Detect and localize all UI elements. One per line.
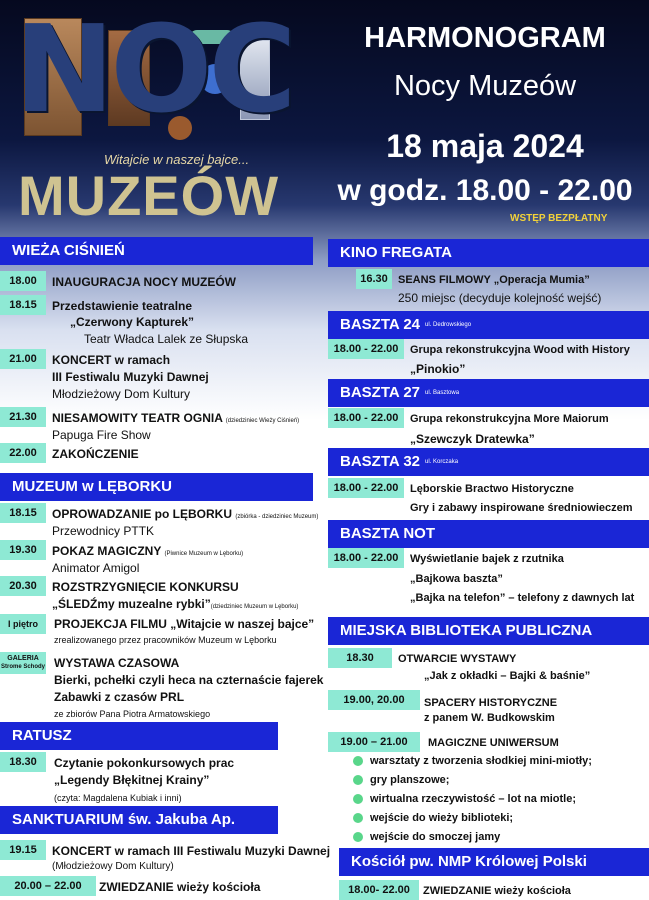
section-header-kosciol: Kościół pw. NMP Królowej Polski xyxy=(339,848,649,876)
event-title: Czytanie pokonkursowych prac xyxy=(54,756,235,770)
time-tag: 18.00 - 22.00 xyxy=(328,548,404,568)
event-title: ROZSTRZYGNIĘCIE KONKURSU xyxy=(52,580,239,594)
event-title: Grupa rekonstrukcyjna More Maiorum xyxy=(410,413,609,425)
event-title: KONCERT w ramach xyxy=(52,353,171,367)
time-tag: 18.30 xyxy=(0,752,46,772)
bullet-dot xyxy=(353,813,363,823)
list-item: wejście do wieży biblioteki; xyxy=(370,812,514,824)
event-title: ZWIEDZANIE wieży kościoła xyxy=(99,880,261,894)
time-tag: 21.30 xyxy=(0,407,46,427)
section-header-muzeum: MUZEUM w LĘBORKU xyxy=(0,473,313,501)
event-title: Lęborskie Bractwo Historyczne xyxy=(410,483,574,495)
event-detail: zrealizowanego przez pracowników Muzeum w Lęborku xyxy=(54,635,277,645)
event-detail: Gry i zabawy inspirowane średniowieczem xyxy=(410,502,633,514)
section-header-biblioteka: MIEJSKA BIBLIOTEKA PUBLICZNA xyxy=(328,617,649,645)
section-header-baszta-32: BASZTA 32 ul. Korczaka xyxy=(328,448,649,476)
event-title: MAGICZNE UNIWERSUM xyxy=(428,737,559,749)
time-tag: 18.00- 22.00 xyxy=(339,880,419,900)
time-tag: 19.30 xyxy=(0,540,46,560)
section-header-baszta-not: BASZTA NOT xyxy=(328,520,649,548)
event-detail: Bierki, pchełki czyli heca na czternaście fajerek xyxy=(54,673,324,687)
event-title: INAUGURACJA NOCY MUZEÓW xyxy=(52,275,237,289)
event-performer: Młodzieżowy Dom Kultury xyxy=(52,387,191,401)
time-tag: 16.30 xyxy=(356,269,392,289)
event-note: (czyta: Magdalena Kubiak i inni) xyxy=(54,793,182,803)
logo-tagline: Witajcie w naszej bajce... xyxy=(104,152,250,167)
noc-muzeow-logo xyxy=(0,0,325,232)
event-title: NIESAMOWITY TEATR OGNIA (dziedziniec Wieży Ciśnień) xyxy=(52,411,300,425)
event-detail: 250 miejsc (decyduje kolejność wejść) xyxy=(398,291,602,305)
event-title: Wyświetlanie bajek z rzutnika xyxy=(410,553,564,565)
schedule-title: HARMONOGRAM xyxy=(364,22,606,54)
event-title: ZAKOŃCZENIE xyxy=(52,447,139,461)
section-header-baszta-24: BASZTA 24 ul. Dedrowskiego xyxy=(328,311,649,339)
event-detail: „Bajkowa baszta” xyxy=(410,573,503,585)
time-tag: 18.00 - 22.00 xyxy=(328,408,404,428)
logo-noc-text: NOC xyxy=(14,1,293,140)
bullet-dot xyxy=(353,775,363,785)
section-header-sanktuarium: SANKTUARIUM św. Jakuba Ap. xyxy=(0,806,278,834)
bullet-dot xyxy=(353,832,363,842)
time-tag: 18.00 - 22.00 xyxy=(328,478,404,498)
location-tag: GALERIA Strome Schody xyxy=(0,652,46,674)
event-title: KONCERT w ramach III Festiwalu Muzyki Dawnej xyxy=(52,844,331,858)
time-tag: 19.15 xyxy=(0,840,46,860)
event-title: OTWARCIE WYSTAWY xyxy=(398,653,517,665)
location-tag: I piętro xyxy=(0,614,46,634)
event-detail: „Pinokio” xyxy=(410,362,466,376)
event-title: OPROWADZANIE po LĘBORKU (zbiórka - dziedziniec Muzeum) xyxy=(52,507,319,521)
section-header-ratusz: RATUSZ xyxy=(0,722,278,750)
free-entry-label: WSTĘP BEZPŁATNY xyxy=(510,213,608,224)
event-hours: w godz. 18.00 - 22.00 xyxy=(337,174,633,207)
event-title: POKAZ MAGICZNY (Piwnice Muzeum w Lęborku) xyxy=(52,544,244,558)
time-tag: 22.00 xyxy=(0,443,46,463)
section-header-baszta-27: BASZTA 27 ul. Basztowa xyxy=(328,379,649,407)
event-note: ze zbiorów Pana Piotra Armatowskiego xyxy=(54,709,211,719)
event-detail: „Szewczyk Dratewka” xyxy=(410,432,535,446)
schedule-subtitle: Nocy Muzeów xyxy=(393,70,577,102)
time-tag: 18.00 xyxy=(0,271,46,291)
event-performer: Teatr Władca Lalek ze Słupska xyxy=(84,332,249,346)
event-performer: Papuga Fire Show xyxy=(52,428,151,442)
time-tag: 21.00 xyxy=(0,349,46,369)
event-title: SEANS FILMOWY „Operacja Mumia” xyxy=(398,274,590,286)
event-detail: III Festiwalu Muzyki Dawnej xyxy=(52,370,209,384)
section-header-kino: KINO FREGATA xyxy=(328,239,649,267)
list-item: wejście do smoczej jamy xyxy=(370,831,501,843)
event-title: Przedstawienie teatralne xyxy=(52,299,193,313)
event-title: WYSTAWA CZASOWA xyxy=(54,656,180,670)
event-performer: Przewodnicy PTTK xyxy=(52,524,155,538)
event-detail: „Legendy Błękitnej Krainy” xyxy=(54,773,210,787)
time-tag: 18.15 xyxy=(0,295,46,315)
time-tag: 19.00 – 21.00 xyxy=(328,732,420,752)
event-detail: „Bajka na telefon” – telefony z dawnych lat xyxy=(410,592,635,604)
bullet-dot xyxy=(353,794,363,804)
event-title: PROJEKCJA FILMU „Witajcie w naszej bajce” xyxy=(54,617,315,631)
event-detail: „Jak z okładki – Bajki & baśnie” xyxy=(424,670,591,682)
event-detail: „ŚLEDŹmy muzealne rybki”(dziedziniec Muzeum w Lęborku) xyxy=(52,597,299,611)
list-item: warsztaty z tworzenia słodkiej mini-miotły; xyxy=(370,755,592,767)
time-tag: 19.00, 20.00 xyxy=(328,690,420,710)
event-title: SPACERY HISTORYCZNE xyxy=(424,697,558,709)
bullet-dot xyxy=(353,756,363,766)
list-item: gry planszowe; xyxy=(370,774,450,786)
list-item: wirtualna rzeczywistość – lot na miotle; xyxy=(370,793,576,805)
event-date: 18 maja 2024 xyxy=(386,128,584,164)
event-performer: Animator Amigol xyxy=(52,561,140,575)
event-detail: z panem W. Budkowskim xyxy=(424,712,555,724)
logo-muzeow-text: MUZEÓW xyxy=(18,164,280,227)
event-detail: „Czerwony Kapturek” xyxy=(70,315,195,329)
time-tag: 20.00 – 22.00 xyxy=(0,876,96,896)
event-title: Grupa rekonstrukcyjna Wood with History xyxy=(410,344,630,356)
event-detail: Zabawki z czasów PRL xyxy=(54,690,185,704)
event-performer: (Młodzieżowy Dom Kultury) xyxy=(52,861,174,872)
time-tag: 18.00 - 22.00 xyxy=(328,339,404,359)
time-tag: 18.30 xyxy=(328,648,392,668)
time-tag: 20.30 xyxy=(0,576,46,596)
time-tag: 18.15 xyxy=(0,503,46,523)
section-header-wieza: WIEŻA CIŚNIEŃ xyxy=(0,237,313,265)
event-title: ZWIEDZANIE wieży kościoła xyxy=(423,885,571,897)
